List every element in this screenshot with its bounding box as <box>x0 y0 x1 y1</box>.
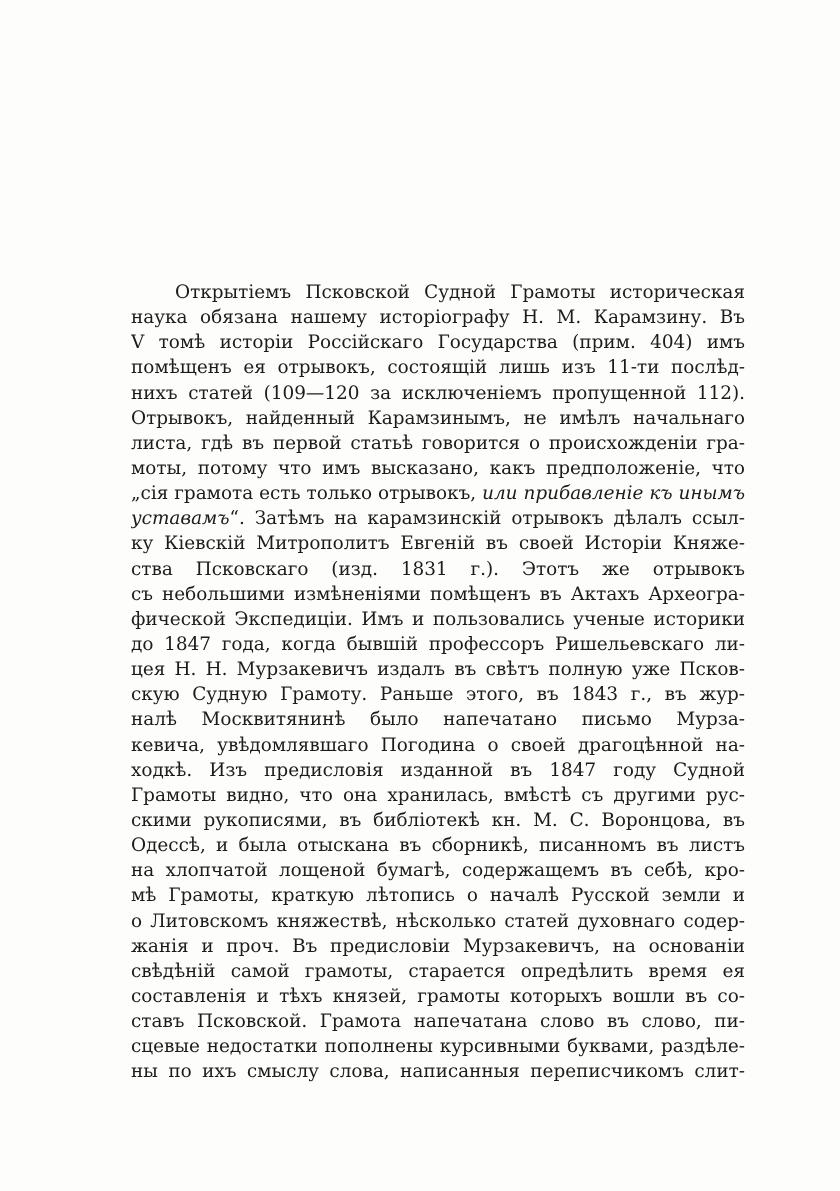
text-line: кевича, увѣдомлявшаго Погодина о своей драгоцѣнной на- <box>131 734 745 756</box>
text-line: свѣдѣній самой грамоты, старается опредѣлить время ея <box>131 960 745 982</box>
text-line: Открытіемъ Псковской Судной Грамоты историческая <box>175 282 745 303</box>
text-line: скую Судную Грамоту. Раньше этого, въ 1843 г., въ жур- <box>131 684 745 706</box>
text-line: нихъ статей (109—120 за исключеніемъ пропущенной 112). <box>131 382 745 404</box>
text-line: налѣ Москвитянинѣ было напечатано письмо Мурза- <box>131 709 745 731</box>
text-line: сцевые недостатки пополнены курсивными буквами, раздѣле- <box>131 1036 745 1058</box>
text-line: моты, потому что имъ высказано, какъ предположеніе, что <box>131 457 745 479</box>
text-segment: “. Затѣмъ на карамзинскій отрывокъ дѣлалъ ссыл- <box>229 508 745 530</box>
text-line <box>131 506 745 531</box>
text-line: до 1847 года, когда бывшій профессоръ Ришельевскаго ли- <box>131 633 745 655</box>
text-line: ку Кіевскій Митрополитъ Евгеній въ своей Исторіи Княже- <box>131 533 745 555</box>
text-line: составленія и тѣхъ князей, грамоты которыхъ вошли въ со- <box>131 985 745 1007</box>
italic-quote: или прибавленіе къ инымъ <box>482 483 745 505</box>
italic-quote: уставамъ <box>131 508 230 530</box>
text-line: фической Экспедиціи. Имъ и пользовались ученые историки <box>131 608 745 630</box>
text-segment: „сія грамота есть только отрывокъ, <box>131 483 483 505</box>
text-line: ства Псковскаго (изд. 1831 г.). Этотъ же отрывокъ <box>131 558 745 580</box>
text-line: наука обязана нашему исторіографу Н. М. Карамзину. Въ <box>131 307 745 329</box>
text-line: Одессѣ, и была отыскана въ сборникѣ, писанномъ въ листъ <box>131 835 745 857</box>
text-line: ны по ихъ смыслу слова, написанныя переписчикомъ слит- <box>131 1061 745 1083</box>
text-line: цея Н. Н. Мурзакевичъ издалъ въ свѣтъ полную уже Псков- <box>131 659 745 681</box>
text-line: помѣщенъ ея отрывокъ, состоящій лишь изъ 11-ти послѣд- <box>131 357 745 379</box>
text-line: листа, гдѣ въ первой статьѣ говорится о происхожденіи гра- <box>131 432 745 454</box>
page-body-text <box>131 280 745 1085</box>
text-line: мѣ Грамоты, краткую лѣтопись о началѣ Русской земли и <box>131 885 745 907</box>
text-line: V томѣ исторіи Россійскаго Государства (прим. 404) имъ <box>131 332 745 354</box>
text-line: ходкѣ. Изъ предисловія изданной въ 1847 году Судной <box>131 759 745 781</box>
text-line: на хлопчатой лощеной бумагѣ, содержащемъ въ себѣ, кро- <box>131 860 745 882</box>
text-line: Отрывокъ, найденный Карамзинымъ, не имѣлъ начальнаго <box>131 407 745 429</box>
text-line: съ небольшими измѣненіями помѣщенъ въ Актахъ Археогра- <box>131 583 745 605</box>
text-line: Грамоты видно, что она хранилась, вмѣстѣ съ другими рус- <box>131 784 745 806</box>
text-line <box>131 481 745 506</box>
text-line: ставъ Псковской. Грамота напечатана слово въ слово, пи- <box>131 1011 745 1033</box>
text-line: жанія и проч. Въ предисловіи Мурзакевичъ, на основаніи <box>131 935 745 957</box>
text-line: о Литовскомъ княжествѣ, нѣсколько статей духовнаго содер- <box>131 910 745 932</box>
text-line: скими рукописями, въ библіотекѣ кн. М. С. Воронцова, въ <box>131 809 745 831</box>
